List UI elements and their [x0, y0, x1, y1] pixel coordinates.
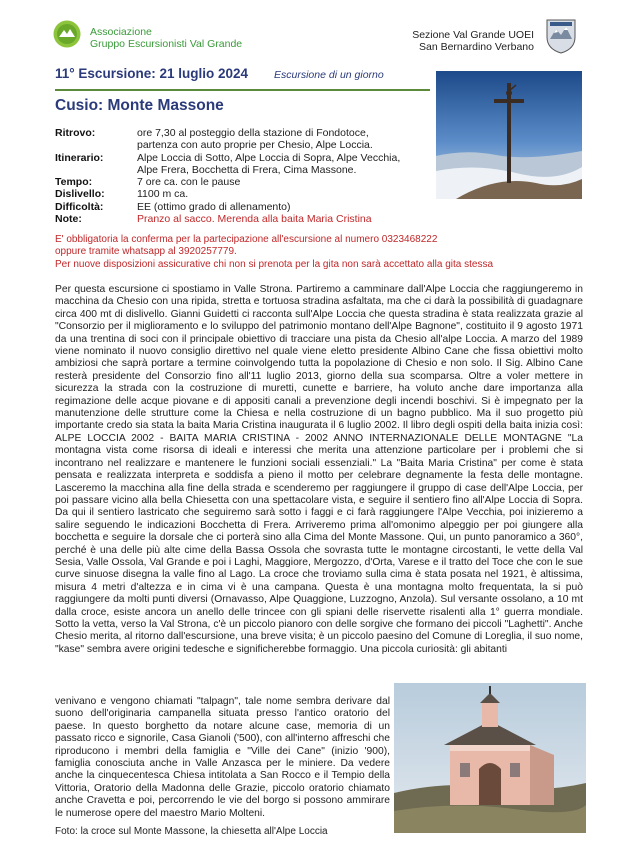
association-line-1: Associazione — [90, 26, 152, 38]
photo-summit-cross — [436, 71, 582, 199]
info-itinerario — [55, 152, 430, 177]
note-value: Pranzo al sacco. Merenda alla baita Maria Cristina — [137, 213, 372, 226]
dislivello-label: Dislivello: — [55, 188, 105, 201]
association-logo — [53, 20, 81, 48]
info-dislivello — [55, 188, 430, 200]
itinerario-line-1: Alpe Loccia di Sotto, Alpe Loccia di Sopra, Alpe Vecchia, — [137, 151, 401, 164]
uoei-crest-logo — [543, 17, 579, 55]
excursion-subtitle: Escursione di un giorno — [274, 69, 384, 81]
difficolta-label: Difficoltà: — [55, 200, 104, 213]
association-line-2: Gruppo Escursionisti Val Grande — [90, 38, 243, 50]
info-ritrovo — [55, 127, 430, 152]
notice-line-1: E' obbligatoria la conferma per la partecipazione all'escursione al numero 0323468222 — [55, 234, 438, 245]
main-title: Cusio: Monte Massone — [55, 97, 224, 114]
dislivello-value: 1100 m ca. — [137, 188, 189, 201]
difficolta-value: EE (ottimo grado di allenamento) — [137, 200, 291, 213]
excursion-info — [55, 127, 430, 225]
ritrovo-line-2: partenza con auto proprie per Chesio, Alpe Loccia. — [137, 139, 373, 152]
notice-line-3: Per nuove disposizioni assicurative chi non si prenota per la gita non sarà accettato alla gita stessa — [55, 258, 494, 270]
section-name — [412, 29, 534, 53]
ritrovo-line-1: ore 7,30 al posteggio della stazione di Fondotoce, — [137, 127, 369, 139]
note-label: Note: — [55, 213, 82, 226]
association-name — [90, 26, 242, 50]
itinerario-label: Itinerario: — [55, 151, 104, 164]
description-paragraph: Per questa escursione ci spostiamo in Valle Strona. Partiremo a camminare dall'Alpe Loccia che raggiungeremo in macchina da Chesio con una ripida, stretta e tortuosa stradina asfaltata, ma che ci darà la possibilità di guadagnare circa 400 mt di dislivello. Gianni Guidetti ci racconta sull'Alpe Loccia che questa stradina è stata realizzata grazie al "Consorzio per il miglioramento e lo sviluppo del patrimonio montano dell'Alpe Bagnone", costituito il 9 agosto 1971 da una trentina di soci con il principale obiettivo di tracciare una pista da Chesio all'alpe Loccia. A marzo del 1989 viene nominato il nuovo consiglio direttivo nel quale viene eletto presidente Albino Cane che fissa obiettivi molto ambiziosi che saprà portare a termine coinvolgendo tutta la popolazione di Chesio e non solo. Il Sig. Albino Cane resterà presidente del Consorzio fino all'11 luglio 2013, giorno della sua scomparsa. Oltre a voler mettere in sicurezza la strada con la costruzione di muretti, cunette e barriere, ha voluto anche dare importanza alla regimazione delle acque piovane e di appositi canali a prevenzione degli incendi boschivi. Si è impegnato per la manutenzione delle strutture come la Chiesa e nella costruzione di un bagno pubblico. Ma il suo progetto più importante credo sia stata la baita Maria Cristina inaugurata il 6 luglio 2002. Il libro degli ospiti della baita inizia così: ALPE LOCCIA 2002 - BAITA MARIA CRISTINA - 2002 ANNO INTERNAZIONALE DELLE MONTAGNE "La montagna vista come risorsa di ideali e interessi che merita una attenzione particolare per i problemi che si incontrano nel realizzare e mantenere le funzioni sociali essenziali." La "Baita Maria Cristina" per come è stata pensata e realizzata interpreta e soddisfa a pieno il motto per celebrare degnamente la festa delle montagne. Lasceremo la macchina alla fine della strada e scenderemo per raggiungere il gruppo di case dell'Alpe Loccia, per poi passare vicino alla bella Chiesetta con una spettacolare vista, e seguire il sentiero fino all'Alpe Loccia di Sopra. Da qui il sentiero lastricato che seguiremo sarà sotto i faggi e ci farà raggiungere l'Alpe Vecchia, poi inizieremo a salire seguendo le indicazioni Bocchetta di Frera. Arriveremo prima all'omonimo alpeggio per poi giungere alla bocchetta e seguire la dorsale che ci porterà sino alla Cima del Monte Massone. Qui, un punto panoramico a 360°, perché è una delle più alte cime della Bassa Ossola che sovrasta tutte le montagne circostanti, le vette della Val Sesia, Valle Ossola, Val Grande e poi i Laghi, Maggiore, Mergozzo, d'Orta, Varese e il tratto del Toce che con le sue curve sinuose disegna la valle fino al Lago. La croce che troviamo sulla cima è stata posata nel 1921, è altissima, misura 4 metri d'altezza e in cima vi è una campana. Questa è una montagna molto frequentata, la si può raggiungere da molti punti diversi (Ornavasso, Alpe Quaggione, Luzzogno, Anzola). Sul versante ossolano, a 10 mt dalla croce, esiste ancora un anello delle trincee con gli spiani delle riservette risalenti alla 1° guerra mondiale. Sotto la vetta, verso la Val Strona, c'è un piccolo pianoro con delle sorgive che formano dei piccoli "Laghetti". Anche Chesio merita, al ritorno dall'escursione, una breve visita; è un piccolo paesino del Comune di Loreglia, il suo nome, "kase" sembra avere origini tedesche e significherebbe formaggio. Una piccola curiosità: gli abitanti — [55, 284, 583, 655]
info-difficolta — [55, 201, 430, 213]
itinerario-line-2: Alpe Frera, Bocchetta di Frera, Cima Massone. — [137, 163, 357, 176]
notice-line-2: oppure tramite whatsapp al 3920257779. — [55, 246, 237, 258]
info-note — [55, 213, 430, 225]
section-line-1: Sezione Val Grande UOEI — [412, 29, 534, 41]
photo-chapel — [394, 683, 586, 833]
ritrovo-value — [137, 127, 430, 152]
description-continuation: venivano e vengono chiamati "talpagn", tale nome sembra derivare dal suono dell'originaria campanella situata presso l'antico oratorio del paese. In questo borghetto da notare alcune case, memoria di un passato ricco e signorile, Casa Gianoli ('500), con all'interno affreschi che riproducono i membri della famiglia e "Ville dei Cane" (inizio '900), famiglia conosciuta anche in Valle Anzasca per le miniere. Da vedere anche la cinquecentesca Chiesa intitolata a San Rocco e il Tempio della Vittoria, Oratorio della Madonna delle Grazie, piccolo oratorio chiamato anche Cravetta e poi, percorrendo le vie del borgo si possono ammirare le numerose opere del maestro Mario Molteni. — [55, 696, 390, 819]
section-line-2: San Bernardino Verbano — [418, 41, 534, 53]
ritrovo-label: Ritrovo: — [55, 127, 96, 139]
excursion-title: 11° Escursione: 21 luglio 2024 — [55, 66, 248, 81]
tempo-label: Tempo: — [55, 176, 93, 189]
tempo-value: 7 ore ca. con le pause — [137, 176, 241, 189]
photo-caption: Foto: la croce sul Monte Massone, la chiesetta all'Alpe Loccia — [55, 826, 328, 837]
itinerario-value — [137, 152, 430, 177]
booking-notice — [55, 234, 525, 271]
title-divider — [55, 89, 430, 91]
info-tempo — [55, 176, 430, 188]
